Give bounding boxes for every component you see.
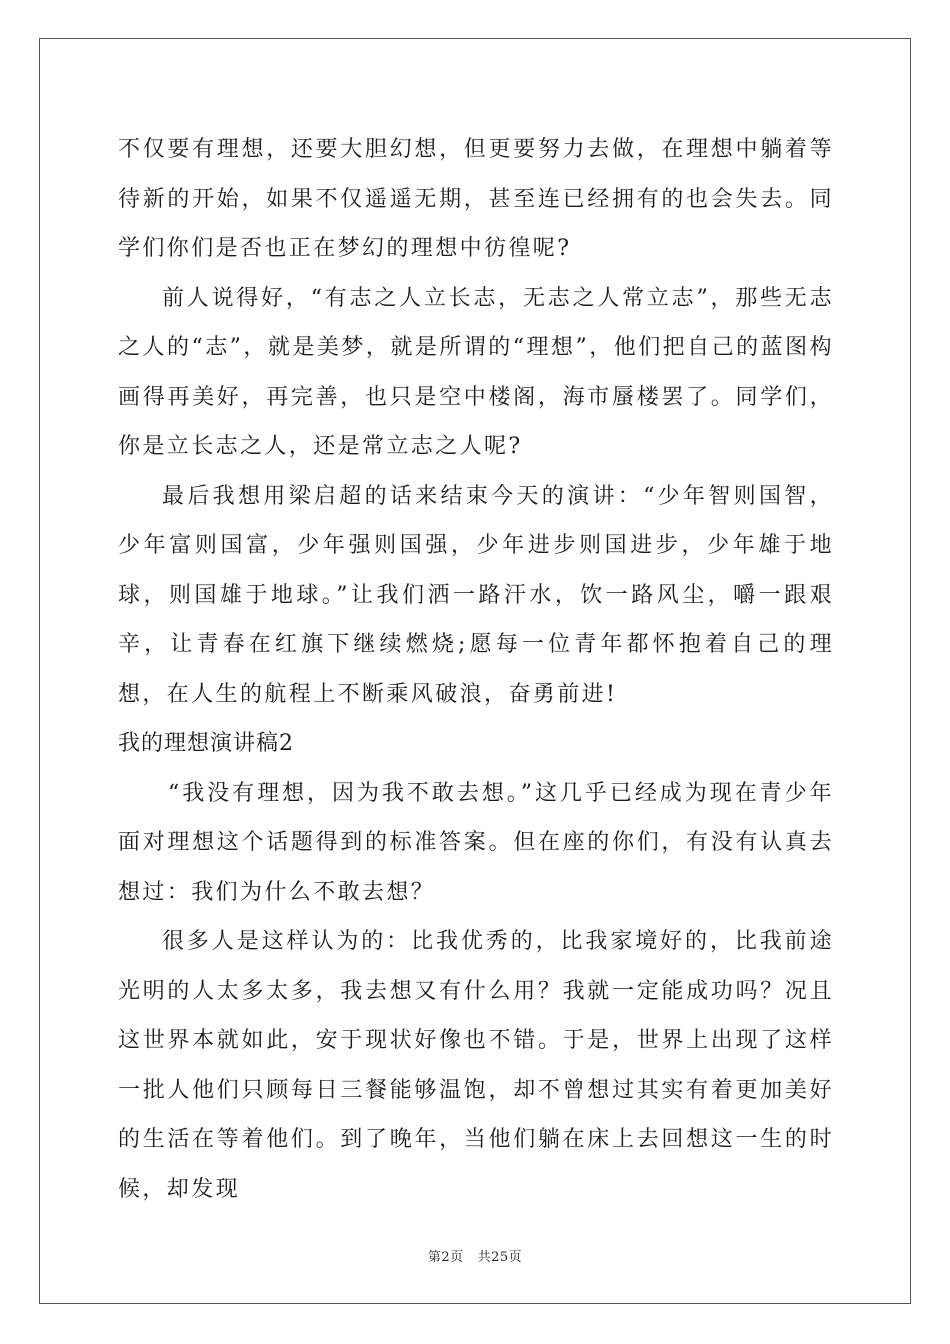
paragraph-liang-qichao-quote: 最后我想用梁启超的话来结束今天的演讲：“少年智则国智，少年富则国富，少年强则国强，少年进步则国进步，少年雄于地球，则国雄于地球。”让我们洒一路汗水，饮一路风尘，嚼一跟艰辛，让青春在红旗下继续燃烧;愿每一位青年都怀抱着自己的理想，在人生的航程上不断乘风破浪，奋勇前进!: [118, 483, 834, 707]
total-pages-count: 共25页: [477, 1250, 523, 1265]
current-page-number: 第2页: [427, 1250, 464, 1265]
page-footer: [0, 1246, 950, 1265]
paragraph-dare-not-dream: “我没有理想，因为我不敢去想。”这几乎已经成为现在青少年面对理想这个话题得到的标准答案。但在座的你们，有没有认真去想过：我们为什么不敢去想？: [118, 780, 834, 905]
document-body: [118, 125, 834, 1214]
paragraph-many-people-think: 很多人是这样认为的：比我优秀的，比我家境好的，比我前途光明的人太多太多，我去想又有什么用？我就一定能成功吗？况且这世界本就如此，安于现状好像也不错。于是，世界上出现了这样一批人他们只顾每日三餐能够温饱，却不曾想过其实有着更加美好的生活在等着他们。到了晚年，当他们躺在床上去回想这一生的时候，却发现: [118, 929, 834, 1202]
speech-title: 我的理想演讲稿2: [118, 731, 294, 756]
paragraph-ancient-saying: 前人说得好，“有志之人立长志，无志之人常立志”，那些无志之人的“志”，就是美梦，就是所谓的“理想”，他们把自己的蓝图构画得再美好，再完善，也只是空中楼阁，海市蜃楼罢了。同学们，你是立长志之人，还是常立志之人呢?: [118, 285, 834, 459]
paragraph-dream-continuation: 不仅要有理想，还要大胆幻想，但更要努力去做，在理想中躺着等待新的开始，如果不仅遥遥无期，甚至连已经拥有的也会失去。同学们你们是否也正在梦幻的理想中彷徨呢?: [118, 137, 834, 261]
